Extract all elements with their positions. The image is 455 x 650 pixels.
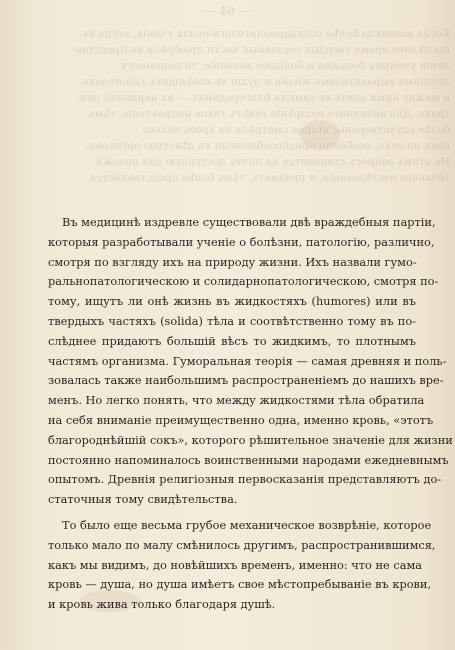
text-line: Въ медицинѣ издревле существовали двѣ враждебныя партіи, [62, 215, 436, 229]
text-line: какъ мы видимъ, до новѣйшихъ временъ, именно: что не сама [48, 557, 423, 572]
text-line: частямъ организма. Гуморальная теорія — самая древняя и поль- [48, 353, 447, 368]
text-line: твердыхъ частяхъ (solida) тѣла и соотвѣтственно тому въ по- [48, 313, 416, 328]
bleed-through-line: какъ на сокъ, особенно приспособленный къ дѣйствію органовъ. [86, 140, 450, 152]
text-line: То было еще весьма грубое механическое возврѣніе, которое [62, 517, 432, 532]
text-line: тому, ищутъ ли онѣ жизнь въ жидкостяхъ (humores) или въ [48, 294, 416, 309]
main-text [48, 213, 453, 615]
text-line: которыя разработывали ученіе о болѣзни, патологію, различно, [48, 234, 435, 249]
text-line: кровь — душа, но душа имѣетъ свое мѣстопребываніе въ крови, [48, 577, 432, 592]
paragraph [48, 213, 453, 510]
bleed-through-line: послѣднее время твердыя составныя части пріобрѣли въ представ- [72, 44, 450, 56]
bleed-through-page-number: — 64 — [204, 4, 251, 18]
text-line: ральнопатологическою и солидарнопатологическою, смотря по- [48, 274, 439, 289]
bleed-through-text [72, 26, 450, 186]
bleed-through-line: Но этимъ вопросъ становится на почву доступную для положи- [91, 156, 450, 168]
text-line: благороднѣйшій сокъ», которого рѣшительное значеніе для жизни [48, 432, 453, 447]
bleed-through-line: леніи ученыхъ большее и большее значеніе, то понемногу [120, 60, 450, 72]
bleed-through-line: и между ними опять въ самыхъ благородныхъ — въ нервныхъ цен- [76, 92, 450, 104]
text-line: и кровь жива только благодаря душѣ. [48, 597, 276, 612]
bleed-through-line: тельнаго изслѣдованія, и предметъ, тѣмъ болѣе представляется [89, 172, 450, 184]
text-line: смотря по взгляду ихъ на природу жизни. Ихъ назвали гумо- [48, 254, 417, 269]
text-line: опытомъ. Древнія религіозныя первосказанія представляютъ до- [48, 472, 442, 487]
text-line: зовалась также наибольшимъ распространеніемъ до нашихъ вре- [48, 373, 444, 388]
bleed-through-line: лучшимъ выразителемъ жизни и души въ новѣйшихъ гипотезахъ [82, 76, 450, 88]
bleed-through-line: трахъ. Для античнаго воззрѣнія отвѣтъ такое направленіе, тѣмъ [88, 108, 450, 120]
text-line: только мало по малу смѣнилось другимъ, распространившимся, [48, 537, 436, 552]
text-line: слѣднее придаютъ большій вѣсъ то жидкимъ, то плотнымъ [48, 333, 416, 348]
bleed-through-line: болѣе одухотворены; вторая смотрѣла на кровь только [142, 124, 450, 136]
bleed-through-line: Когда возникла болѣе солидарнопатологическія ученія, когда въ [82, 28, 450, 40]
text-line: статочныя тому свидѣтельства. [48, 492, 238, 507]
paragraph [48, 516, 436, 615]
text-line: на себя вниманіе преимущественно одна, именно кровь, «этотъ [48, 412, 434, 427]
text-line: менъ. Но легко понять, что между жидкостями тѣла обратила [48, 393, 425, 408]
text-line: постоянно напоминалось воинственными народами ежедневнымъ [48, 452, 449, 467]
